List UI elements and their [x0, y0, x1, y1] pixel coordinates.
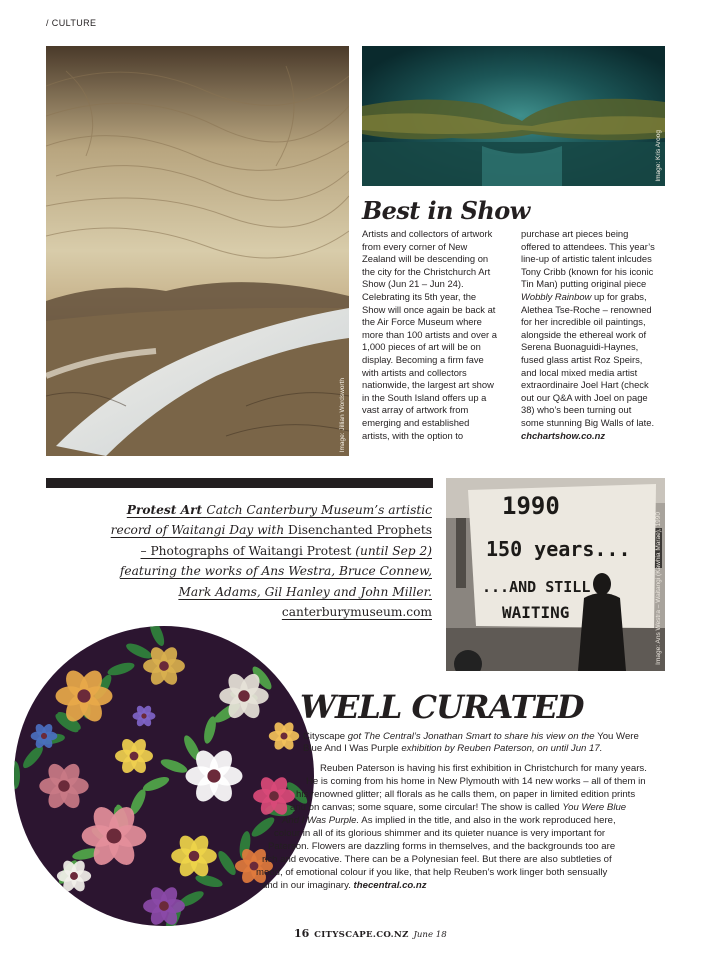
text-run: – Photographs of Waitangi Protest: [140, 543, 356, 558]
article-intro: [303, 731, 663, 755]
text-run: exhibition by Reuben Paterson, on until Jun 17.: [401, 743, 603, 755]
text-run: and in our imaginary.: [262, 880, 354, 891]
text-run: Protest Art: [126, 503, 207, 517]
website-link[interactable]: thecentral.co.nz: [353, 880, 427, 891]
banner-text: WAITING: [502, 603, 570, 622]
text-run: (until Sep 2): [355, 543, 432, 558]
protest-line: [46, 500, 432, 520]
image-credit: Image: Ans Westra – Waitangi (Kawhia Marae), 1990: [655, 512, 662, 665]
article-line: the city for the Christchurch Art: [362, 265, 491, 277]
article-line: Wobbly Rainbow up for grabs,: [521, 290, 647, 302]
article-line: some stunning Big Walls of late.: [521, 416, 655, 428]
article-line: for her incredible oil paintings,: [521, 316, 646, 328]
article-line: out our Q&A with Joel on page: [521, 391, 648, 403]
body-line: [320, 762, 647, 775]
landscape-painting-image: [362, 46, 665, 186]
article-line: more than 100 artists and over a: [362, 328, 497, 340]
article-line: display. Becoming a firm fave: [362, 353, 484, 365]
article-heading-best-in-show: Best in Show: [362, 196, 530, 225]
article-line: artists, with the option to: [362, 429, 464, 441]
text-run: Reuben Paterson is having his first exhibition in Christchurch for many years.: [320, 763, 647, 774]
magazine-brand: CITYSCAPE.CO.NZ: [314, 930, 409, 940]
body-line: [306, 775, 646, 788]
article-line: 38) who’s been turning out: [521, 404, 632, 416]
article-line: the Air Force Museum where: [362, 316, 482, 328]
article-line: Show (Jun 21 – Jun 24).: [362, 278, 464, 290]
article-line: purchase art pieces being: [521, 228, 629, 239]
text-run: And I Was Purple.: [282, 815, 360, 826]
article-line: in the South Island offers up a: [362, 391, 487, 403]
text-run: canterburymuseum.com: [281, 605, 432, 620]
article-column-2: [521, 228, 671, 442]
intro-line: [303, 743, 663, 755]
image-credit: Image: Kris Aroog: [655, 130, 662, 182]
article-line: Celebrating its 5th year, the: [362, 290, 477, 302]
text-run: As implied in the title, and also in the work reproduced here,: [359, 815, 616, 826]
body-line: [274, 827, 605, 840]
text-run: You Were Blue: [562, 802, 627, 813]
article-line: with artists and collectors: [362, 366, 467, 378]
text-run: Blue And I Was Purple: [303, 743, 402, 755]
protest-art-blurb: [46, 500, 432, 622]
section-tag: / CULTURE: [46, 18, 97, 28]
text-run: mood, of emotional colour if you like, that help Reuben’s work linger both sensually: [256, 867, 608, 878]
banner-text: ...AND STILL: [482, 578, 591, 596]
text-run: You Were: [597, 731, 639, 742]
body-line: [262, 879, 427, 892]
article-line: vast array of artwork from: [362, 404, 469, 416]
text-run: He is coming from his home in New Plymouth with 14 new works – all of them in: [306, 776, 646, 787]
article-line: 1,000 pieces of art will be on: [362, 341, 481, 353]
article-line: nationwide, the largest art show: [362, 379, 494, 391]
article-line: alongside the ethereal work of: [521, 328, 647, 340]
body-line: [268, 840, 615, 853]
text-run: Cityscape: [303, 731, 348, 742]
body-line: [256, 866, 607, 879]
text-run: Disenchanted Prophets: [288, 523, 432, 538]
text-run: rich and evocative. There can be a Polynesian feel. But there are also subtleties of: [262, 854, 612, 865]
protest-line: [46, 541, 432, 561]
divider-bar: [46, 478, 433, 488]
text-run: record of Waitangi Day with: [110, 523, 289, 538]
article-line: Zealand will be descending on: [362, 253, 489, 265]
page-number: 16: [294, 927, 310, 940]
article-column-1: [362, 228, 512, 442]
text-run: Catch Canterbury Museum’s artistic: [206, 503, 432, 517]
text-run: and on canvas; some square, some circular! The show is called: [290, 802, 563, 813]
protest-line: [46, 520, 432, 540]
text-run: got The Central’s Jonathan Smart to share his view on the: [347, 731, 598, 742]
article-line: Tony Cribb (known for his iconic: [521, 265, 654, 277]
protest-photo: [446, 478, 665, 671]
body-line: [296, 788, 635, 801]
article-line: emerging and established: [362, 416, 470, 428]
text-run: his renowned glitter; all florals as he calls them, on paper in limited edition prints: [296, 789, 636, 800]
article-line: fused glass artist Roz Speirs,: [521, 353, 643, 365]
body-line: [262, 853, 612, 866]
issue-date: June 18: [413, 930, 447, 940]
protest-line: [46, 561, 432, 581]
text-run: Mark Adams, Gil Hanley and John Miller.: [178, 584, 432, 599]
banner-text: 1990: [502, 492, 560, 520]
article-line: line-up of artistic talent inlcudes: [521, 253, 652, 265]
banner-text: 150 years...: [486, 537, 631, 561]
text-run: featuring the works of Ans Westra, Bruce Connew,: [119, 564, 432, 579]
protest-line[interactable]: [46, 602, 432, 622]
page-footer: [294, 927, 447, 940]
article-line: from every corner of New: [362, 240, 468, 252]
image-credit: Image: Jillian Wordsworth: [339, 377, 346, 452]
article-line: and local mixed media artist: [521, 366, 638, 378]
intro-line: [303, 731, 663, 743]
article-heading-well-curated: WELL CURATED: [300, 688, 584, 726]
article-line: offered to attendees. This year’s: [521, 240, 655, 252]
body-line: [290, 801, 626, 814]
article-line: extraordinaire Joel Hart (check: [521, 379, 649, 391]
river-painting-image: [46, 46, 349, 456]
article-line: Alethea Tse-Roche – renowned: [521, 303, 652, 315]
text-run: colour in all of its glorious shimmer and its quieter nuance is very important for: [274, 828, 606, 839]
article-line: Tin Man) putting original piece: [521, 278, 647, 290]
protest-line: [46, 582, 432, 602]
text-run: Paterson. Flowers are dazzling forms in themselves, and the backgrounds too are: [268, 841, 616, 852]
website-link[interactable]: chchartshow.co.nz: [521, 429, 606, 441]
body-line: [282, 814, 616, 827]
article-line: Artists and collectors of artwork: [362, 228, 493, 239]
article-line: Show will once again be back at: [362, 303, 496, 315]
article-line: Serena Buonaguidi-Haynes,: [521, 341, 639, 353]
